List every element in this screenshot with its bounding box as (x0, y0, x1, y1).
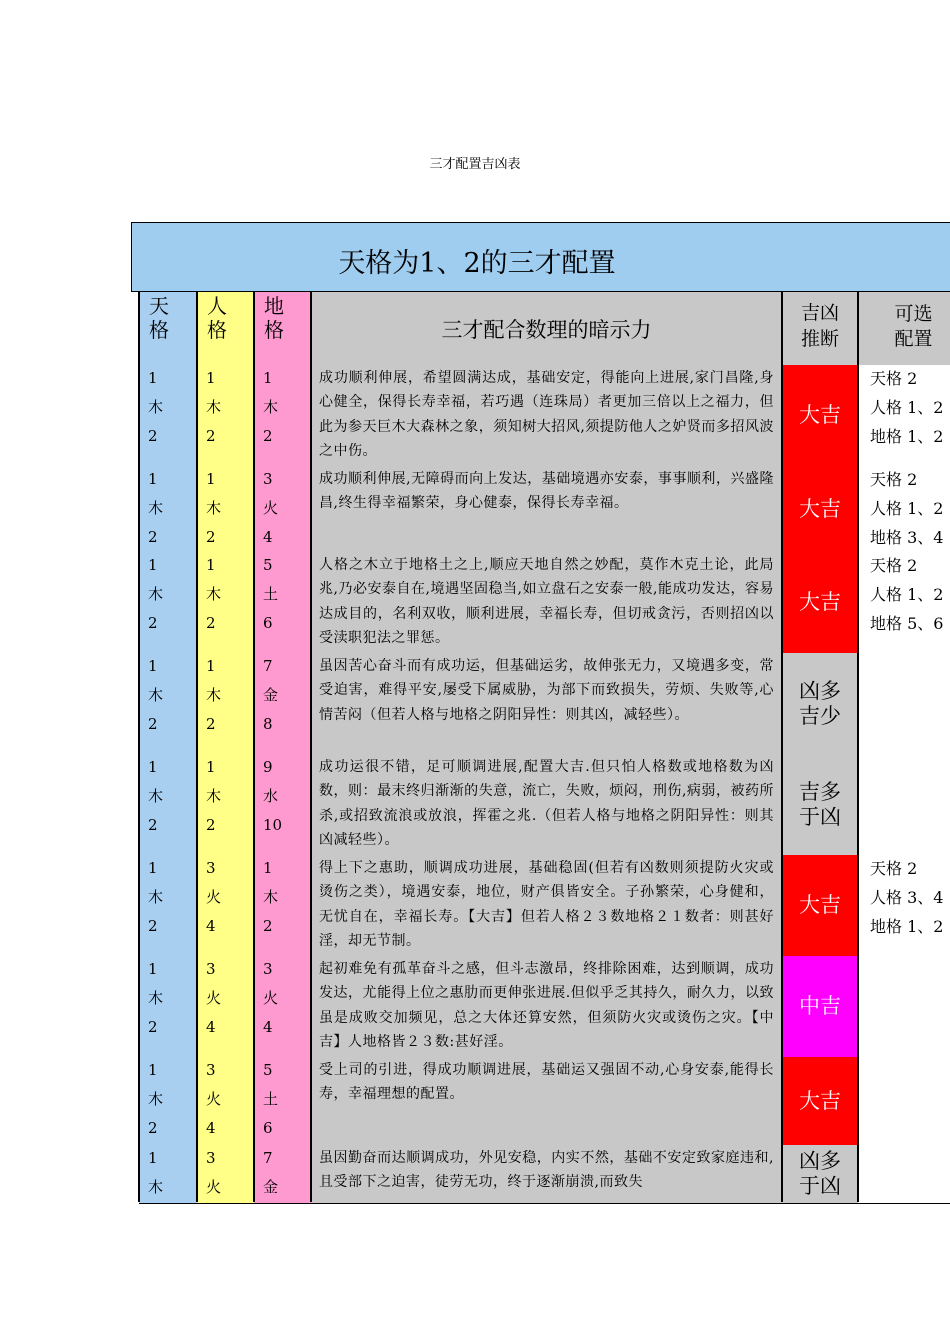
di-value: 金 (254, 682, 311, 711)
ren-value: 火 (197, 1174, 254, 1203)
tian-value: 木 (139, 884, 197, 913)
header-ren-ge: 人 格 (197, 292, 254, 365)
option-config (858, 682, 950, 711)
fortune-verdict: 大吉 (782, 365, 858, 466)
header-di-ge: 地 格 (254, 292, 311, 365)
meaning-text: 起初难免有孤革奋斗之感，但斗志激昂，终排除困难，达到顺调，成功发达，尤能得上位之惠肋而更伸张进展.但似乎乏其持久，耐久力，以致虽是成败交加频见，总之大体还算安然，但须防火灾或烫伤之灾。【中吉】人地格皆２３数:甚好淫。 (311, 956, 782, 1057)
ren-value: 3 (197, 1057, 254, 1086)
tian-value: 1 (139, 855, 197, 884)
option-config (858, 1086, 950, 1115)
tian-value: 木 (139, 1174, 197, 1203)
option-config: 地格 1、2 (858, 913, 950, 956)
tian-value: 2 (139, 913, 197, 956)
ren-value: 木 (197, 682, 254, 711)
fortune-verdict: 大吉 (782, 552, 858, 653)
ren-value: 1 (197, 653, 254, 682)
option-config (858, 653, 950, 682)
di-value: 5 (254, 1057, 311, 1086)
option-config: 天格 2 (858, 855, 950, 884)
option-config: 人格 1、2 (858, 495, 950, 524)
tian-value: 2 (139, 1115, 197, 1145)
ren-value: 2 (197, 524, 254, 552)
di-value: 金 (254, 1174, 311, 1203)
tian-value: 1 (139, 956, 197, 985)
option-config (858, 1145, 950, 1174)
di-value: 6 (254, 610, 311, 653)
ren-value: 4 (197, 1014, 254, 1057)
option-config: 人格 3、4 (858, 884, 950, 913)
ren-value: 木 (197, 581, 254, 610)
tian-value: 木 (139, 394, 197, 423)
di-value: 10 (254, 812, 311, 855)
meaning-text: 虽因苦心奋斗而有成功运，但基础运劣，故伸张无力，又境遇多变，常受迫害，难得平安,屡受下属威胁，为部下而致损失，劳烦、失败等,心情苦闷（但若人格与地格之阴阳异性：则其凶，减轻些）。 (311, 653, 782, 754)
option-config: 地格 1、2 (858, 423, 950, 466)
ren-value: 2 (197, 423, 254, 466)
option-config: 地格 3、4 (858, 524, 950, 552)
fortune-verdict: 大吉 (782, 1057, 858, 1145)
option-config (858, 711, 950, 754)
di-value: 5 (254, 552, 311, 581)
meaning-text: 人格之木立于地格土之上,顺应天地自然之妙配，莫作木克土论，此局兆,乃必安泰自在,境遇坚固稳当,如立盘石之安泰一般,能成功发达，容易达成目的，名利双收，顺利进展，幸福长寿，但切戒贪污，否则招凶以受渎职犯法之罪惩。 (311, 552, 782, 653)
meaning-text: 虽因勤奋而达顺调成功，外见安稳，内实不然，基础不安定致家庭违和,且受部下之迫害，徒劳无功，终于逐渐崩溃,而致失 (311, 1145, 782, 1203)
ren-value: 2 (197, 610, 254, 653)
di-value: 木 (254, 394, 311, 423)
column-divider (138, 292, 140, 1202)
tian-value: 2 (139, 812, 197, 855)
tian-value: 2 (139, 423, 197, 466)
di-value: 3 (254, 466, 311, 495)
meaning-text: 受上司的引进，得成功顺调进展，基础运又强固不动,心身安泰,能得长寿，幸福理想的配置。 (311, 1057, 782, 1145)
di-value: 木 (254, 884, 311, 913)
column-divider (857, 292, 859, 1202)
option-config (858, 812, 950, 855)
di-value: 3 (254, 956, 311, 985)
fortune-verdict: 凶多 吉少 (782, 653, 858, 754)
tian-value: 1 (139, 1057, 197, 1086)
tian-value: 木 (139, 985, 197, 1014)
meaning-text: 得上下之惠助，顺调成功进展，基础稳固(但若有凶数则须提防火灾或烫伤之类），境遇安泰，地位，财产俱皆安全。子孙繁荣，心身健和，无忧自在，幸福长寿。【大吉】但若人格２３数地格２１数者：则甚好淫，却无节制。 (311, 855, 782, 956)
option-config: 人格 1、2 (858, 394, 950, 423)
di-value: 水 (254, 783, 311, 812)
document-title: 三才配置吉凶表 (429, 157, 521, 172)
di-value: 1 (254, 855, 311, 884)
option-config (858, 754, 950, 783)
ren-value: 4 (197, 913, 254, 956)
tian-value: 1 (139, 365, 197, 394)
ren-value: 火 (197, 1086, 254, 1115)
option-config: 天格 2 (858, 552, 950, 581)
option-config: 天格 2 (858, 466, 950, 495)
di-value: 4 (254, 1014, 311, 1057)
ren-value: 1 (197, 754, 254, 783)
ren-value: 3 (197, 956, 254, 985)
di-value: 8 (254, 711, 311, 754)
option-config (858, 1174, 950, 1203)
ren-value: 2 (197, 812, 254, 855)
banner-title: 天格为1、2的三才配置 (338, 248, 616, 279)
ren-value: 2 (197, 711, 254, 754)
tian-value: 木 (139, 682, 197, 711)
option-config (858, 956, 950, 985)
ren-value: 1 (197, 466, 254, 495)
fortune-verdict: 大吉 (782, 466, 858, 552)
meaning-text: 成功顺利伸展，希望圆满达成，基础安定，得能向上进展,家门昌隆,身心健全，保得长寿幸福，若巧遇（连珠局）者更加三倍以上之福力，但此为参天巨木大森林之象，须知树大招风,须提防他人之妒贤而多招风波之中伤。 (311, 365, 782, 466)
tian-value: 1 (139, 653, 197, 682)
tian-value: 1 (139, 466, 197, 495)
row-divider (139, 1203, 950, 1204)
option-config: 天格 2 (858, 365, 950, 394)
column-divider (253, 292, 255, 1202)
fortune-verdict: 凶多 于凶 (782, 1145, 858, 1203)
tian-value: 1 (139, 552, 197, 581)
meaning-text: 成功运很不错，足可顺调进展,配置大吉.但只怕人格数或地格数为凶数，则：最末终归渐渐的失意，流亡，失败，烦闷，刑伤,病弱，被药所杀,或招致流浪或放浪，挥霍之兆.（但若人格与地格之阴阳异性：则其凶减轻些）。 (311, 754, 782, 855)
option-config (858, 1014, 950, 1057)
column-divider (781, 292, 783, 1202)
header-options: 可选 配置 (858, 292, 950, 365)
fortune-verdict: 吉多 于凶 (782, 754, 858, 855)
di-value: 1 (254, 365, 311, 394)
di-value: 2 (254, 913, 311, 956)
ren-value: 火 (197, 884, 254, 913)
option-config (858, 985, 950, 1014)
option-config (858, 1115, 950, 1145)
tian-value: 木 (139, 495, 197, 524)
option-config: 人格 1、2 (858, 581, 950, 610)
ren-value: 1 (197, 552, 254, 581)
di-value: 4 (254, 524, 311, 552)
ren-value: 木 (197, 783, 254, 812)
di-value: 火 (254, 985, 311, 1014)
tian-value: 2 (139, 524, 197, 552)
di-value: 9 (254, 754, 311, 783)
di-value: 7 (254, 653, 311, 682)
tian-value: 1 (139, 1145, 197, 1174)
di-value: 土 (254, 581, 311, 610)
option-config: 地格 5、6 (858, 610, 950, 653)
header-tian-ge: 天 格 (139, 292, 197, 365)
ren-value: 木 (197, 394, 254, 423)
column-divider (196, 292, 198, 1202)
header-fortune: 吉凶 推断 (782, 292, 858, 365)
ren-value: 3 (197, 855, 254, 884)
ren-value: 1 (197, 365, 254, 394)
di-value: 2 (254, 423, 311, 466)
di-value: 6 (254, 1115, 311, 1145)
tian-value: 2 (139, 711, 197, 754)
tian-value: 1 (139, 754, 197, 783)
tian-value: 木 (139, 581, 197, 610)
tian-value: 2 (139, 1014, 197, 1057)
header-meaning: 三才配合数理的暗示力 (311, 292, 782, 365)
di-value: 7 (254, 1145, 311, 1174)
tian-value: 木 (139, 1086, 197, 1115)
option-config (858, 783, 950, 812)
option-config (858, 1057, 950, 1086)
ren-value: 4 (197, 1115, 254, 1145)
table-banner (131, 222, 950, 292)
di-value: 土 (254, 1086, 311, 1115)
ren-value: 火 (197, 985, 254, 1014)
fortune-verdict: 大吉 (782, 855, 858, 956)
fortune-verdict: 中吉 (782, 956, 858, 1057)
ren-value: 木 (197, 495, 254, 524)
tian-value: 木 (139, 783, 197, 812)
di-value: 火 (254, 495, 311, 524)
column-divider (310, 292, 312, 1202)
tian-value: 2 (139, 610, 197, 653)
fortune-table (139, 292, 950, 1202)
ren-value: 3 (197, 1145, 254, 1174)
meaning-text: 成功顺利伸展,无障碍而向上发达，基础境遇亦安泰，事事顺利，兴盛隆昌,终生得幸福繁荣，身心健泰，保得长寿幸福。 (311, 466, 782, 552)
